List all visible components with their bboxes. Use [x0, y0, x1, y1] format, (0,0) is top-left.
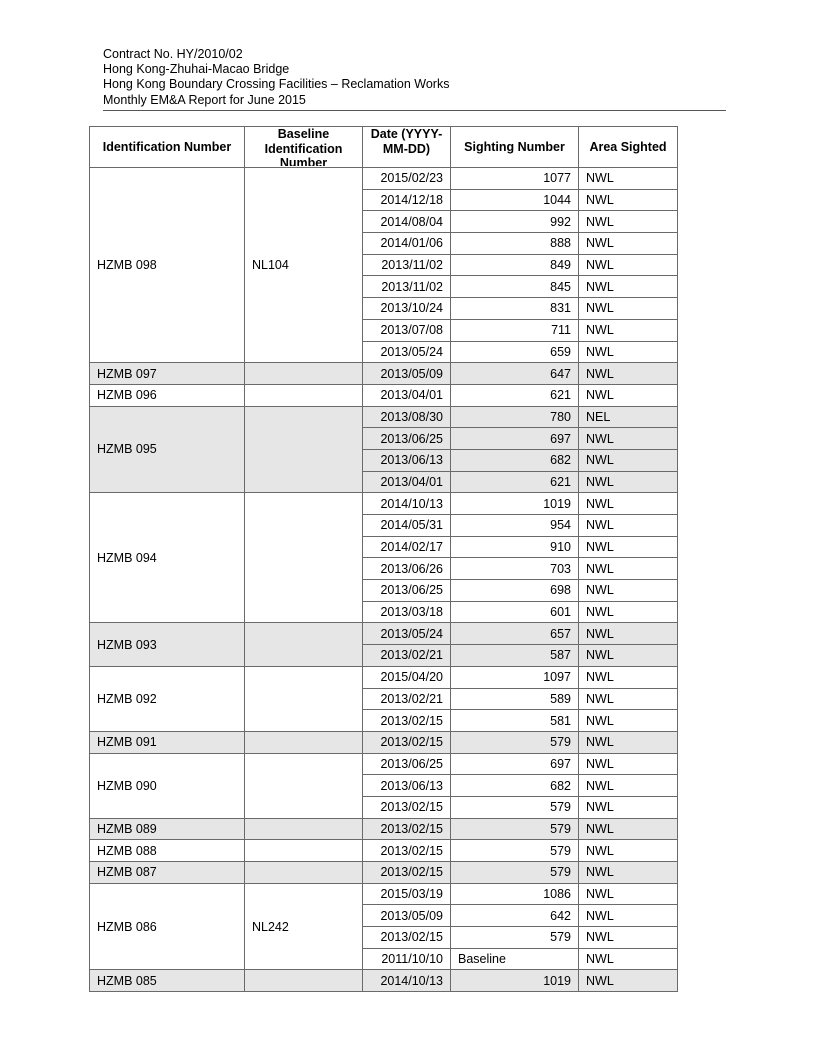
- table-row: [90, 493, 678, 515]
- area-sighted-cell: NWL: [579, 710, 678, 732]
- report-title: Monthly EM&A Report for June 2015: [103, 92, 306, 107]
- date-cell: 2013/06/26: [363, 558, 451, 580]
- table-row: [90, 168, 678, 190]
- area-sighted-cell: NWL: [579, 731, 678, 753]
- sighting-number-cell: 1044: [451, 189, 579, 211]
- identification-number-cell: HZMB 087: [90, 862, 245, 884]
- date-cell: 2013/06/25: [363, 428, 451, 450]
- sighting-number-cell: 682: [451, 449, 579, 471]
- sighting-number-cell: 711: [451, 319, 579, 341]
- table-row: [90, 862, 678, 884]
- baseline-identification-cell: [245, 384, 363, 406]
- page-header: [103, 47, 723, 108]
- baseline-identification-cell: [245, 862, 363, 884]
- date-cell: 2013/02/15: [363, 710, 451, 732]
- date-cell: 2011/10/10: [363, 948, 451, 970]
- sighting-number-cell: 621: [451, 471, 579, 493]
- date-cell: 2013/06/25: [363, 753, 451, 775]
- area-sighted-cell: NWL: [579, 753, 678, 775]
- identification-number-cell: HZMB 093: [90, 623, 245, 666]
- baseline-identification-cell: NL104: [245, 168, 363, 363]
- identification-number-cell: HZMB 085: [90, 970, 245, 992]
- area-sighted-cell: NWL: [579, 927, 678, 949]
- area-sighted-cell: NWL: [579, 384, 678, 406]
- baseline-identification-cell: [245, 493, 363, 623]
- col-identification-number: Identification Number: [90, 127, 245, 168]
- sighting-number-cell: 954: [451, 515, 579, 537]
- baseline-identification-cell: [245, 731, 363, 753]
- table-row: [90, 406, 678, 428]
- contract-number: Contract No. HY/2010/02: [103, 47, 243, 61]
- sighting-number-cell: 579: [451, 731, 579, 753]
- area-sighted-cell: NWL: [579, 298, 678, 320]
- area-sighted-cell: NWL: [579, 233, 678, 255]
- table-row: [90, 731, 678, 753]
- sighting-number-cell: 659: [451, 341, 579, 363]
- area-sighted-cell: NWL: [579, 515, 678, 537]
- col-baseline-label: Baseline Identification Number: [264, 127, 343, 166]
- date-cell: 2013/08/30: [363, 406, 451, 428]
- baseline-identification-cell: [245, 623, 363, 666]
- date-cell: 2015/03/19: [363, 883, 451, 905]
- sighting-number-cell: 589: [451, 688, 579, 710]
- sighting-number-cell: 579: [451, 862, 579, 884]
- baseline-identification-cell: [245, 406, 363, 493]
- area-sighted-cell: NWL: [579, 428, 678, 450]
- sighting-number-cell: 780: [451, 406, 579, 428]
- date-cell: 2013/11/02: [363, 276, 451, 298]
- sighting-number-cell: 910: [451, 536, 579, 558]
- date-cell: 2013/02/15: [363, 818, 451, 840]
- area-sighted-cell: NWL: [579, 493, 678, 515]
- area-sighted-cell: NWL: [579, 536, 678, 558]
- date-cell: 2013/10/24: [363, 298, 451, 320]
- area-sighted-cell: NWL: [579, 948, 678, 970]
- date-cell: 2013/05/09: [363, 905, 451, 927]
- area-sighted-cell: NWL: [579, 666, 678, 688]
- sighting-number-cell: 579: [451, 927, 579, 949]
- area-sighted-cell: NWL: [579, 168, 678, 190]
- baseline-identification-cell: [245, 818, 363, 840]
- area-sighted-cell: NWL: [579, 449, 678, 471]
- area-sighted-cell: NWL: [579, 276, 678, 298]
- area-sighted-cell: NWL: [579, 775, 678, 797]
- area-sighted-cell: NWL: [579, 254, 678, 276]
- sighting-number-cell: 992: [451, 211, 579, 233]
- sighting-number-cell: 1086: [451, 883, 579, 905]
- sighting-number-cell: 849: [451, 254, 579, 276]
- date-cell: 2015/04/20: [363, 666, 451, 688]
- col-date-label: Date (YYYY-MM-DD): [370, 127, 443, 156]
- table-row: [90, 623, 678, 645]
- identification-number-cell: HZMB 090: [90, 753, 245, 818]
- sighting-table: [89, 126, 678, 992]
- sighting-number-cell: 682: [451, 775, 579, 797]
- area-sighted-cell: NEL: [579, 406, 678, 428]
- sighting-number-cell: 579: [451, 818, 579, 840]
- date-cell: 2013/04/01: [363, 384, 451, 406]
- area-sighted-cell: NWL: [579, 363, 678, 385]
- identification-number-cell: HZMB 092: [90, 666, 245, 731]
- sighting-number-cell: 831: [451, 298, 579, 320]
- sighting-number-cell: 1097: [451, 666, 579, 688]
- area-sighted-cell: NWL: [579, 688, 678, 710]
- date-cell: 2015/02/23: [363, 168, 451, 190]
- date-cell: 2013/02/15: [363, 862, 451, 884]
- identification-number-cell: HZMB 091: [90, 731, 245, 753]
- area-sighted-cell: NWL: [579, 211, 678, 233]
- table-row: [90, 363, 678, 385]
- sighting-number-cell: 697: [451, 753, 579, 775]
- table-row: [90, 883, 678, 905]
- area-sighted-cell: NWL: [579, 883, 678, 905]
- identification-number-cell: HZMB 096: [90, 384, 245, 406]
- sighting-number-cell: 621: [451, 384, 579, 406]
- area-sighted-cell: NWL: [579, 319, 678, 341]
- baseline-identification-cell: [245, 666, 363, 731]
- identification-number-cell: HZMB 088: [90, 840, 245, 862]
- date-cell: 2014/05/31: [363, 515, 451, 537]
- identification-number-cell: HZMB 089: [90, 818, 245, 840]
- sighting-number-cell: 579: [451, 796, 579, 818]
- identification-number-cell: HZMB 094: [90, 493, 245, 623]
- sighting-number-cell: 703: [451, 558, 579, 580]
- col-area-sighted: Area Sighted: [579, 127, 678, 168]
- area-sighted-cell: NWL: [579, 471, 678, 493]
- sighting-number-cell: 845: [451, 276, 579, 298]
- area-sighted-cell: NWL: [579, 580, 678, 602]
- area-sighted-cell: NWL: [579, 840, 678, 862]
- project-subtitle: Hong Kong Boundary Crossing Facilities – Reclamation Works: [103, 77, 450, 92]
- col-date: [363, 127, 451, 168]
- identification-number-cell: HZMB 086: [90, 883, 245, 970]
- date-cell: 2013/11/02: [363, 254, 451, 276]
- identification-number-cell: HZMB 095: [90, 406, 245, 493]
- date-cell: 2013/04/01: [363, 471, 451, 493]
- sighting-number-cell: 888: [451, 233, 579, 255]
- sighting-number-cell: 1019: [451, 970, 579, 992]
- area-sighted-cell: NWL: [579, 796, 678, 818]
- area-sighted-cell: NWL: [579, 189, 678, 211]
- sighting-number-cell: 1019: [451, 493, 579, 515]
- table-header-row: [90, 127, 678, 168]
- date-cell: 2014/12/18: [363, 189, 451, 211]
- col-baseline-identification: [245, 127, 363, 168]
- baseline-identification-cell: [245, 363, 363, 385]
- sighting-number-cell: 579: [451, 840, 579, 862]
- area-sighted-cell: NWL: [579, 645, 678, 667]
- table-row: [90, 753, 678, 775]
- date-cell: 2013/06/13: [363, 775, 451, 797]
- identification-number-cell: HZMB 098: [90, 168, 245, 363]
- date-cell: 2013/03/18: [363, 601, 451, 623]
- baseline-identification-cell: [245, 970, 363, 992]
- sighting-number-cell: 647: [451, 363, 579, 385]
- date-cell: 2014/10/13: [363, 493, 451, 515]
- table-body: [90, 168, 678, 992]
- date-cell: 2014/10/13: [363, 970, 451, 992]
- table-row: [90, 840, 678, 862]
- date-cell: 2013/06/13: [363, 449, 451, 471]
- area-sighted-cell: NWL: [579, 905, 678, 927]
- area-sighted-cell: NWL: [579, 862, 678, 884]
- sighting-number-cell: 657: [451, 623, 579, 645]
- area-sighted-cell: NWL: [579, 558, 678, 580]
- sighting-number-cell: 1077: [451, 168, 579, 190]
- table-row: [90, 666, 678, 688]
- col-sighting-number: Sighting Number: [451, 127, 579, 168]
- area-sighted-cell: NWL: [579, 970, 678, 992]
- table-row: [90, 384, 678, 406]
- date-cell: 2014/08/04: [363, 211, 451, 233]
- date-cell: 2013/02/15: [363, 731, 451, 753]
- date-cell: 2013/05/24: [363, 341, 451, 363]
- baseline-identification-cell: [245, 753, 363, 818]
- sighting-number-cell: 581: [451, 710, 579, 732]
- date-cell: 2013/05/09: [363, 363, 451, 385]
- baseline-identification-cell: [245, 840, 363, 862]
- baseline-identification-cell: NL242: [245, 883, 363, 970]
- sighting-number-cell: 587: [451, 645, 579, 667]
- date-cell: 2013/02/15: [363, 927, 451, 949]
- date-cell: 2013/06/25: [363, 580, 451, 602]
- table-row: [90, 818, 678, 840]
- area-sighted-cell: NWL: [579, 818, 678, 840]
- date-cell: 2013/02/21: [363, 645, 451, 667]
- date-cell: 2013/07/08: [363, 319, 451, 341]
- date-cell: 2013/02/21: [363, 688, 451, 710]
- area-sighted-cell: NWL: [579, 601, 678, 623]
- sighting-number-cell: 698: [451, 580, 579, 602]
- sighting-number-cell: 642: [451, 905, 579, 927]
- date-cell: 2013/02/15: [363, 840, 451, 862]
- area-sighted-cell: NWL: [579, 341, 678, 363]
- date-cell: 2014/01/06: [363, 233, 451, 255]
- area-sighted-cell: NWL: [579, 623, 678, 645]
- date-cell: 2013/02/15: [363, 796, 451, 818]
- date-cell: 2013/05/24: [363, 623, 451, 645]
- sighting-number-cell: 601: [451, 601, 579, 623]
- sighting-number-cell: 697: [451, 428, 579, 450]
- identification-number-cell: HZMB 097: [90, 363, 245, 385]
- header-divider: [103, 110, 726, 111]
- project-name: Hong Kong-Zhuhai-Macao Bridge: [103, 62, 290, 77]
- date-cell: 2014/02/17: [363, 536, 451, 558]
- table-row: [90, 970, 678, 992]
- sighting-number-cell: Baseline: [451, 948, 579, 970]
